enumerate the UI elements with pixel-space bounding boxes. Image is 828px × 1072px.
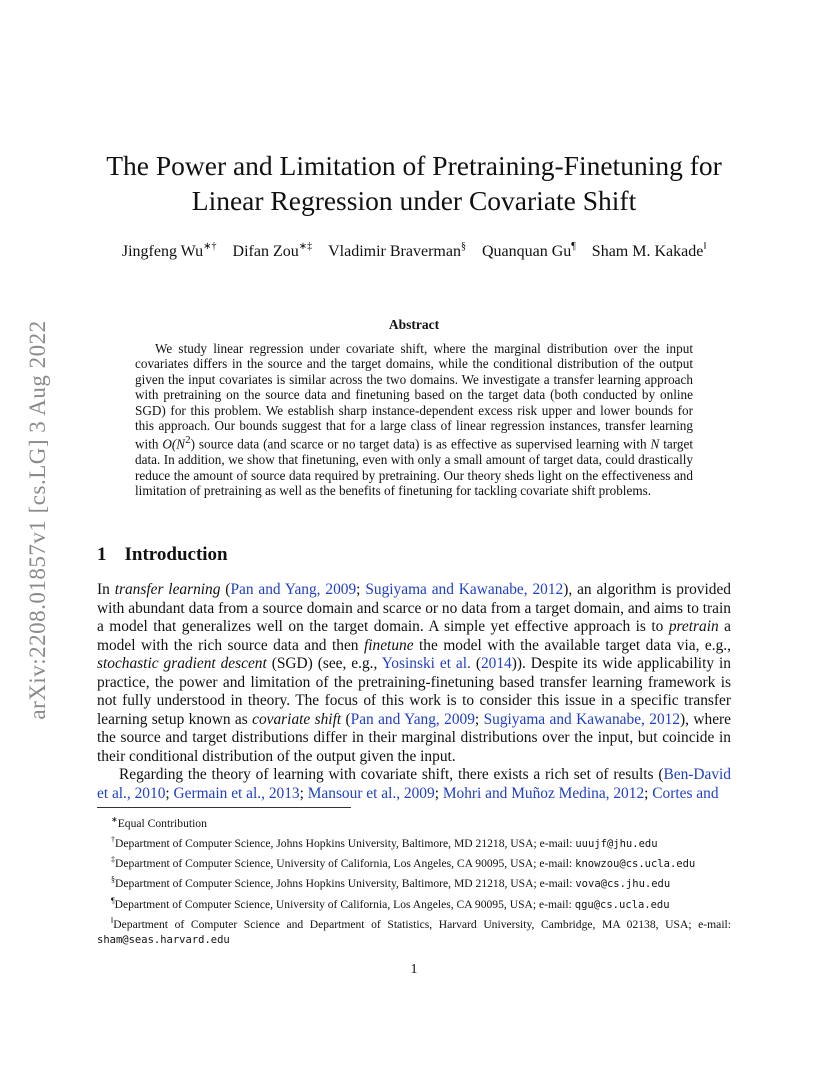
author: Sham M. Kakade‖ (591, 241, 707, 261)
footnote: ¶Department of Computer Science, University of California, Los Angeles, CA 90095, USA; e-mail: qgu@cs.ucla.edu (111, 895, 670, 911)
abstract-heading: Abstract (388, 317, 440, 332)
email-address: uuujf@jhu.edu (575, 838, 658, 851)
footnote: ‖Department of Computer Science and Department of Statistics, Harvard University, Cambridge, MA 02138, USA; e-mail: sham@seas.harvard.edu (97, 915, 731, 946)
citation-link[interactable]: Mansour et al., 2009 (307, 784, 435, 802)
email-address: knowzou@cs.ucla.edu (575, 858, 696, 871)
citation-link[interactable]: Cortes and (652, 784, 719, 802)
paper-title (70, 148, 758, 218)
footnote: ‡Department of Computer Science, University of California, Los Angeles, CA 90095, USA; e-mail: knowzou@cs.ucla.edu (111, 855, 696, 871)
author-affiliation-mark: ∗† (203, 241, 217, 252)
title-line-2: Linear Regression under Covariate Shift (191, 185, 637, 216)
author: Quanquan Gu¶ (481, 241, 576, 261)
email-address: sham@seas.harvard.edu (97, 933, 230, 946)
abstract-text: We study linear regression under covariate shift, where the marginal distribution over the input covariates differs in the source and the target domains, while the conditional distribution of the output given the input covariates is similar across the two domains. We investigate a transfer learning approach with pretraining on the source data and finetuning based on the target data (both conducted by online SGD) for this problem. We establish sharp instance-dependent excess risk upper and lower bounds for this approach. Our bounds suggest that for a large class of linear regression instances, transfer learning with $O(N^2)$ source data (and scarce or no target data) is as effective as supervised learning with N target data. In addition, we show that finetuning, even with only a small amount of target data, could drastically reduce the amount of source data required by pretraining. Our theory sheds light on the effectiveness and limitation of pretraining as well as the benefits of finetuning for tackling covariate shift problems. (135, 341, 693, 499)
email-address: qgu@cs.ucla.edu (574, 898, 670, 911)
section-heading-introduction (97, 544, 228, 566)
arxiv-identifier: arXiv:2208.01857v1 [cs.LG] 3 Aug 2022 (25, 320, 50, 720)
citation-link[interactable]: Germain et al., 2013 (173, 784, 300, 802)
citation-link[interactable]: Sugiyama and Kawanabe, 2012 (483, 710, 681, 728)
author-affiliation-mark: ¶ (571, 241, 576, 252)
footnote: ∗Equal Contribution (111, 815, 207, 830)
title-line-1: The Power and Limitation of Pretraining-Finetuning for (106, 150, 722, 181)
citation-link[interactable]: Mohri and Muñoz Medina, 2012 (442, 784, 645, 802)
citation-link[interactable]: Pan and Yang, 2009 (230, 581, 357, 598)
section-number: 1 (97, 544, 107, 565)
paragraph: In transfer learning (Pan and Yang, 2009; Sugiyama and Kawanabe, 2012), an algorithm is provided with abundant data from a source domain and scarce or no data from a target domain, and aims to train a model that generalizes well on the target domain. A simple yet effective approach is to pretrain a model with the rich source data and then finetune the model with the available target data via, e.g., stochastic gradient descent (SGD) (see, e.g., Yosinski et al. (2014)). Despite its wide applicability in practice, the power and limitation of the pretraining-finetuning based transfer learning framework is not fully understood in theory. The focus of this work is to consider this issue in a specific transfer learning setup known as covariate shift (Pan and Yang, 2009; Sugiyama and Kawanabe, 2012), where the source and target distributions differ in their marginal distributions over the input, but coincide in their conditional distribution of the output given the input. (97, 581, 731, 765)
footnotes (97, 812, 731, 948)
citation-link[interactable]: Pan and Yang, 2009 (350, 710, 475, 728)
author-affiliation-mark: ∗‡ (298, 241, 313, 252)
footnote: †Department of Computer Science, Johns Hopkins University, Baltimore, MD 21218, USA; e-mail: uuujf@jhu.edu (111, 835, 658, 851)
citation-link[interactable]: 2014 (480, 655, 512, 672)
footnote: §Department of Computer Science, Johns Hopkins University, Baltimore, MD 21218, USA; e-mail: vova@cs.jhu.edu (111, 875, 671, 891)
author: Difan Zou∗‡ (232, 241, 313, 261)
paragraph: Regarding the theory of learning with covariate shift, there exists a rich set of results (Ben-David et al., 2010; Germain et al., 2013; Mansour et al., 2009; Mohri and Muñoz Medina, 2012; Cortes and (97, 766, 731, 802)
introduction-body (97, 581, 731, 803)
author: Vladimir Braverman§ (328, 241, 466, 261)
page-number: 1 (410, 962, 418, 977)
author-affiliation-mark: ‖ (703, 241, 707, 252)
citation-link[interactable]: Yosinski et al. (381, 655, 471, 672)
citation-link[interactable]: Ben-David et al., 2010 (97, 766, 731, 802)
author-list (70, 242, 758, 261)
author-affiliation-mark: § (460, 241, 466, 252)
citation-link[interactable]: Sugiyama and Kawanabe, 2012 (365, 581, 564, 598)
author: Jingfeng Wu∗† (121, 241, 217, 261)
footnote-divider (97, 807, 351, 808)
email-address: vova@cs.jhu.edu (575, 878, 671, 891)
section-title: Introduction (124, 544, 228, 565)
